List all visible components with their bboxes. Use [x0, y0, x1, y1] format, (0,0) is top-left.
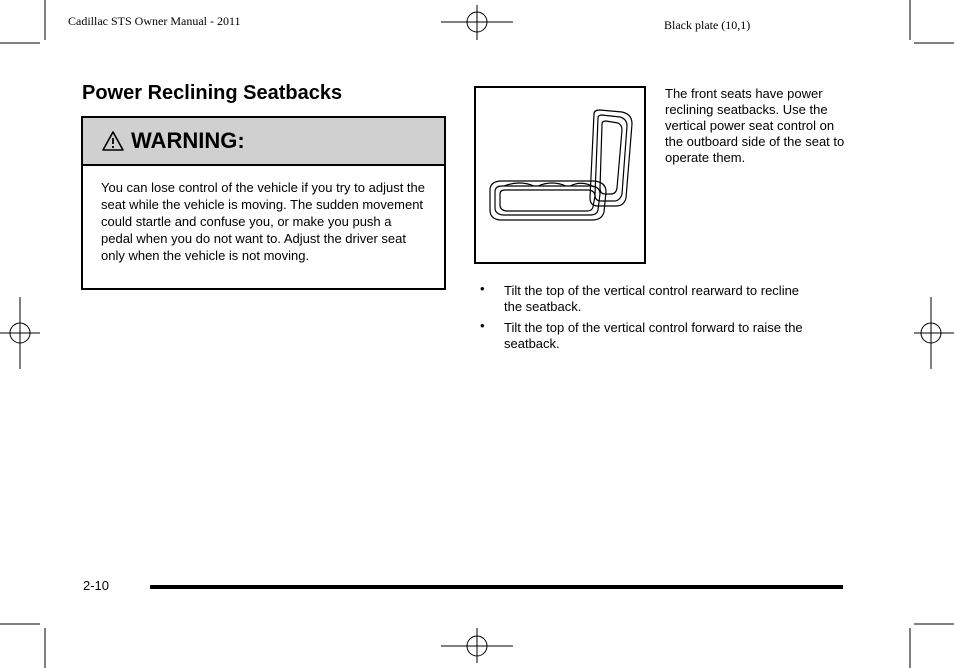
seat-control-figure [474, 86, 646, 264]
bullet-icon: • [480, 318, 485, 333]
warning-label: WARNING: [131, 128, 245, 153]
header-plate-info: Black plate (10,1) [664, 18, 751, 32]
warning-header [83, 118, 444, 166]
intro-paragraph: The front seats have power reclining seatbacks. Use the vertical power seat control on the outboard side of the seat to operate them. [665, 86, 845, 165]
warning-text: You can lose control of the vehicle if you try to adjust the seat while the vehicle is moving. The sudden movement could startle and confuse you, or make you push a pedal when you do not want to. Adjust the driver seat only when the vehicle is not moving. [101, 180, 425, 263]
header-manual-title: Cadillac STS Owner Manual - 2011 [68, 14, 241, 28]
warning-box [81, 116, 446, 290]
instruction-list [480, 283, 820, 357]
warning-triangle-icon [101, 130, 125, 152]
list-item [480, 320, 820, 352]
list-item [480, 283, 820, 315]
seat-controls-icon [476, 88, 644, 262]
list-item-text: Tilt the top of the vertical control forward to raise the seatback. [504, 320, 803, 351]
footer-rule [150, 585, 843, 589]
section-title: Power Reclining Seatbacks [82, 82, 343, 104]
list-item-text: Tilt the top of the vertical control rearward to recline the seatback. [504, 283, 800, 314]
page-number: 2-10 [83, 578, 110, 593]
bullet-icon: • [480, 281, 485, 296]
